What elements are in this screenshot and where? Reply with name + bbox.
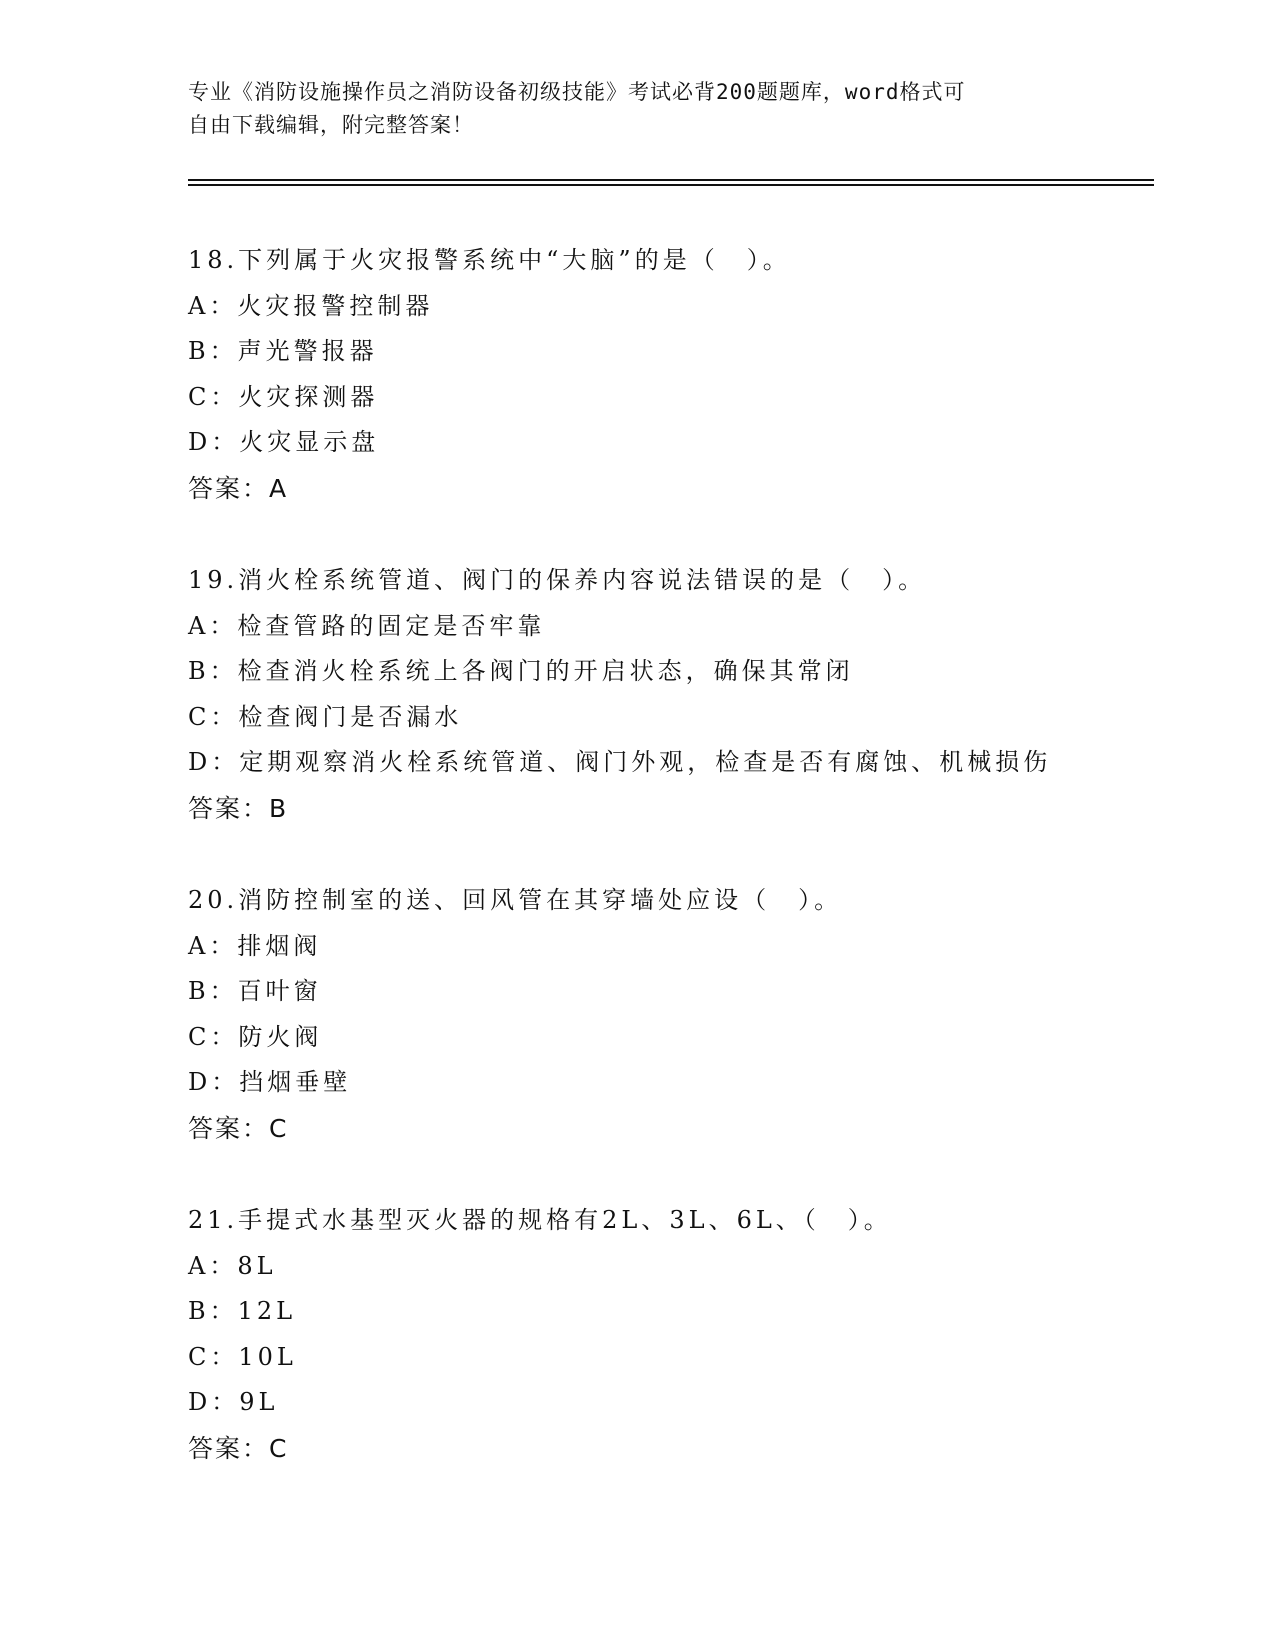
question-19 — [188, 558, 1148, 831]
question-21 — [188, 1198, 1148, 1471]
option-b: B：百叶窗 — [188, 977, 322, 1005]
option-c: C：10L — [188, 1342, 297, 1371]
answer-line: 答案：A — [188, 473, 289, 503]
option-d: D：定期观察消火栓系统管道、阀门外观，检查是否有腐蚀、机械损伤 — [188, 748, 1052, 776]
question-stem: 20.消防控制室的送、回风管在其穿墙处应设（ ）。 — [188, 886, 843, 914]
document-header — [188, 76, 1068, 142]
option-c: C：检查阀门是否漏水 — [188, 702, 463, 731]
option-d: D：9L — [188, 1388, 279, 1416]
answer-line: 答案：C — [188, 1113, 289, 1143]
header-line-1: 专业《消防设施操作员之消防设备初级技能》考试必背200题题库，word格式可 — [188, 80, 966, 104]
question-stem: 21.手提式水基型灭火器的规格有2L、3L、6L、（ ）。 — [188, 1206, 892, 1234]
answer-line: 答案：C — [188, 1433, 289, 1463]
answer-line: 答案：B — [188, 793, 289, 823]
question-stem: 18.下列属于火灾报警系统中“大脑”的是（ ）。 — [188, 246, 791, 274]
header-divider-top — [188, 179, 1154, 181]
option-c: C：火灾探测器 — [188, 382, 379, 411]
option-a: A：检查管路的固定是否牢靠 — [188, 611, 546, 640]
header-divider-bottom — [188, 184, 1154, 186]
option-b: B：12L — [188, 1297, 297, 1325]
option-a: A：火灾报警控制器 — [188, 291, 434, 320]
option-a: A：8L — [188, 1251, 277, 1280]
option-b: B：声光警报器 — [188, 337, 378, 365]
header-line-2: 自由下载编辑，附完整答案！ — [188, 113, 474, 137]
option-c: C：防火阀 — [188, 1022, 323, 1051]
option-b: B：检查消火栓系统上各阀门的开启状态，确保其常闭 — [188, 657, 854, 685]
question-stem: 19.消火栓系统管道、阀门的保养内容说法错误的是（ ）。 — [188, 566, 927, 594]
option-d: D：挡烟垂壁 — [188, 1068, 352, 1096]
option-d: D：火灾显示盘 — [188, 428, 380, 456]
option-a: A：排烟阀 — [188, 931, 322, 960]
question-18 — [188, 238, 1148, 511]
question-20 — [188, 878, 1148, 1151]
